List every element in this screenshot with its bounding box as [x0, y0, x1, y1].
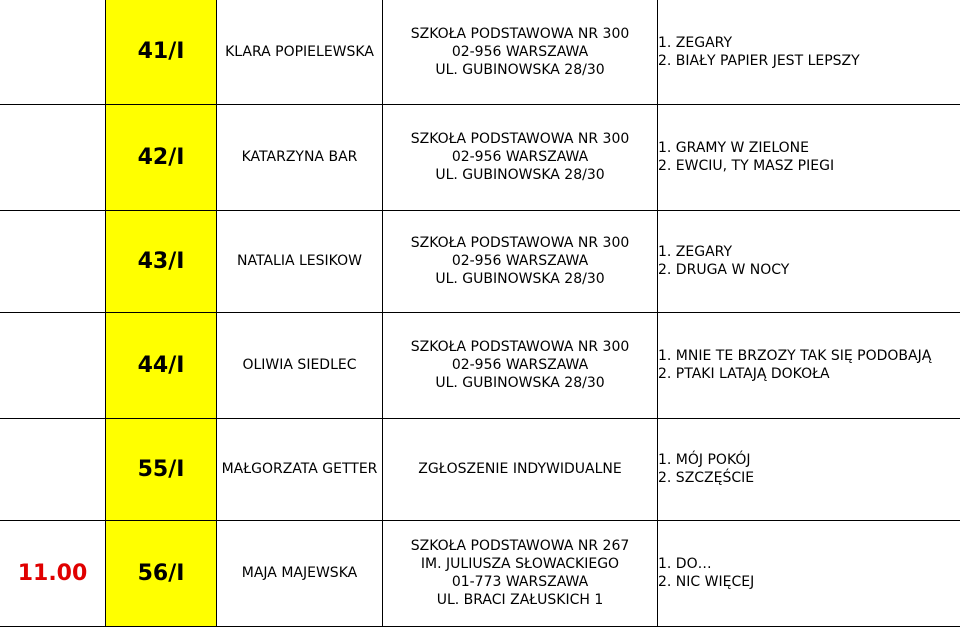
- school-cell: [383, 520, 658, 626]
- table-row: [0, 312, 960, 418]
- song-title: 2. SZCZĘŚCIE: [658, 470, 755, 486]
- participant-name: KATARZYNA BAR: [217, 104, 383, 210]
- school-line: 02-956 WARSZAWA: [451, 253, 589, 269]
- songs-cell: [658, 210, 960, 312]
- entry-number: 41/I: [106, 0, 217, 104]
- school-line: UL. GUBINOWSKA 28/30: [435, 375, 605, 391]
- songs-cell: [658, 520, 960, 626]
- song-title: 1. ZEGARY: [658, 244, 733, 260]
- school-cell: [383, 418, 658, 520]
- table-row: [0, 418, 960, 520]
- songs-cell: [658, 0, 960, 104]
- song-title: 2. NIC WIĘCEJ: [658, 574, 755, 590]
- school-line: 02-956 WARSZAWA: [451, 357, 589, 373]
- participant-name: OLIWIA SIEDLEC: [217, 312, 383, 418]
- entry-number: 44/I: [106, 312, 217, 418]
- table-row: [0, 104, 960, 210]
- table-row: [0, 210, 960, 312]
- song-title: 1. MNIE TE BRZOZY TAK SIĘ PODOBAJĄ: [658, 348, 932, 364]
- school-line: SZKOŁA PODSTAWOWA NR 300: [410, 25, 630, 42]
- school-line: ZGŁOSZENIE INDYWIDUALNE: [418, 461, 622, 477]
- songs-cell: [658, 418, 960, 520]
- participant-name: MAŁGORZATA GETTER: [217, 418, 383, 520]
- time-cell: [0, 0, 106, 104]
- time-cell: [0, 312, 106, 418]
- song-title: 2. BIAŁY PAPIER JEST LEPSZY: [658, 52, 860, 69]
- participant-name: MAJA MAJEWSKA: [217, 520, 383, 626]
- entry-number: 56/I: [106, 520, 217, 626]
- entry-number: 55/I: [106, 418, 217, 520]
- school-line: UL. GUBINOWSKA 28/30: [435, 167, 605, 183]
- school-cell: [383, 210, 658, 312]
- entry-number: 42/I: [106, 104, 217, 210]
- song-title: 1. MÓJ POKÓJ: [658, 452, 751, 468]
- song-title: 1. GRAMY W ZIELONE: [658, 140, 809, 156]
- school-line: UL. BRACI ZAŁUSKICH 1: [436, 592, 604, 608]
- school-cell: [383, 312, 658, 418]
- time-cell: [0, 418, 106, 520]
- school-line: UL. GUBINOWSKA 28/30: [435, 271, 605, 287]
- time-cell: [0, 210, 106, 312]
- school-line: SZKOŁA PODSTAWOWA NR 300: [410, 339, 630, 355]
- school-line: 02-956 WARSZAWA: [451, 43, 589, 60]
- participant-name: KLARA POPIELEWSKA: [217, 0, 383, 104]
- song-title: 1. DO…: [658, 556, 712, 572]
- songs-cell: [658, 312, 960, 418]
- time-cell: 11.00: [0, 520, 106, 626]
- song-title: 1. ZEGARY: [658, 34, 733, 51]
- school-line: 02-956 WARSZAWA: [451, 149, 589, 165]
- school-line: SZKOŁA PODSTAWOWA NR 300: [410, 235, 630, 251]
- school-cell: [383, 0, 658, 104]
- table-row: [0, 0, 960, 104]
- entry-number: 43/I: [106, 210, 217, 312]
- school-cell: [383, 104, 658, 210]
- song-title: 2. DRUGA W NOCY: [658, 262, 790, 278]
- song-title: 2. PTAKI LATAJĄ DOKOŁA: [658, 366, 830, 382]
- time-cell: [0, 104, 106, 210]
- school-line: UL. GUBINOWSKA 28/30: [435, 61, 605, 78]
- song-title: 2. EWCIU, TY MASZ PIEGI: [658, 158, 835, 174]
- school-line: SZKOŁA PODSTAWOWA NR 300: [410, 131, 630, 147]
- school-line: IM. JULIUSZA SŁOWACKIEGO: [420, 556, 620, 572]
- school-line: 01-773 WARSZAWA: [451, 574, 589, 590]
- school-line: SZKOŁA PODSTAWOWA NR 267: [410, 538, 630, 554]
- participant-name: NATALIA LESIKOW: [217, 210, 383, 312]
- songs-cell: [658, 104, 960, 210]
- table-row: [0, 520, 960, 626]
